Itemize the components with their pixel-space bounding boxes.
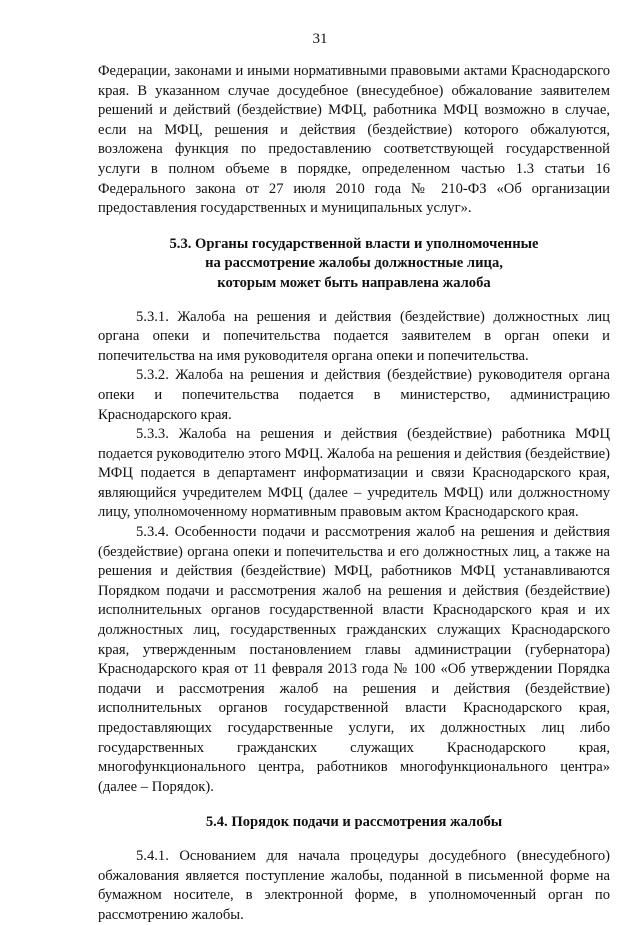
paragraph-5-3-2: 5.3.2. Жалоба на решения и действия (бездействие) руководителя органа опеки и попечительства подается в министерство, администрацию Краснодарского края. (98, 367, 610, 423)
section-5-3-heading-line: 5.3. Органы государственной власти и уполномоченные (169, 235, 539, 252)
paragraph-5-3-4: 5.3.4. Особенности подачи и рассмотрения жалоб на решения и действия (бездействие) органа опеки и попечительства и его должностных лиц, а также на решения и действия (бездействие) МФЦ, работников МФЦ устанавливаются Порядком подачи и рассмотрения жалоб на решения и действия (бездействие) исполнительных органов государственной власти Краснодарского края и их должностных лиц, государственных гражданских служащих Краснодарского края, утвержденным постановлением главы администрации (губернатора) Краснодарского края от 11 февраля 2013 года № 100 «Об утверждении Порядка подачи и рассмотрения жалоб на решения и действия (бездействие) исполнительных органов государственной власти Краснодарского края, предоставляющих государственные услуги, их должностных лиц либо государственных гражданских служащих Краснодарского края, многофункционального центра, работников многофункционального центра» (далее – Порядок). (98, 524, 610, 795)
paragraph-5-3-3: 5.3.3. Жалоба на решения и действия (бездействие) работника МФЦ подается руководителю этого МФЦ. Жалоба на решения и действия (бездействие) МФЦ подается в департамент информатизации и связи Краснодарского края, являющийся учредителем МФЦ (далее – учредитель МФЦ) или должностному лицу, уполномоченному нормативным правовым актом Краснодарского края. (98, 426, 610, 521)
section-5-3-heading-line: на рассмотрение жалобы должностные лица, (205, 255, 503, 272)
section-5-4-heading: 5.4. Порядок подачи и рассмотрения жалобы (205, 814, 503, 831)
paragraph-5-4-1: 5.4.1. Основанием для начала процедуры досудебного (внесудебного) обжалования является поступление жалобы, поданной в письменной форме на бумажном носителе, в электронной форме, в уполномоченный орган по рассмотрению жалобы. (98, 847, 610, 923)
section-5-3-heading-line: которым может быть направлена жалоба (217, 274, 491, 291)
intro-paragraph: Федерации, законами и иными нормативными правовыми актами Краснодарского края. В указанном случае досудебное (внесудебное) обжалование заявителем решений и действий (бездействие) МФЦ, работника МФЦ возможно в случае, если на МФЦ, решения и действия (бездействие) которого обжалуются, возложена функция по предоставлению соответствующей государственной услуги в полном объеме в порядке, определенном частью 1.3 статьи 16 Федерального закона от 27 июля 2010 года № 210-ФЗ «Об организации предоставления государственных и муниципальных услуг». (98, 63, 610, 217)
page-number: 31 (312, 31, 328, 47)
paragraph-5-3-1: 5.3.1. Жалоба на решения и действия (бездействие) должностных лиц органа опеки и попечительства подается заявителем в орган опеки и попечительства на имя руководителя органа опеки и попечительства. (98, 308, 610, 364)
page-content (98, 62, 610, 925)
section-5-3-heading (98, 235, 610, 294)
